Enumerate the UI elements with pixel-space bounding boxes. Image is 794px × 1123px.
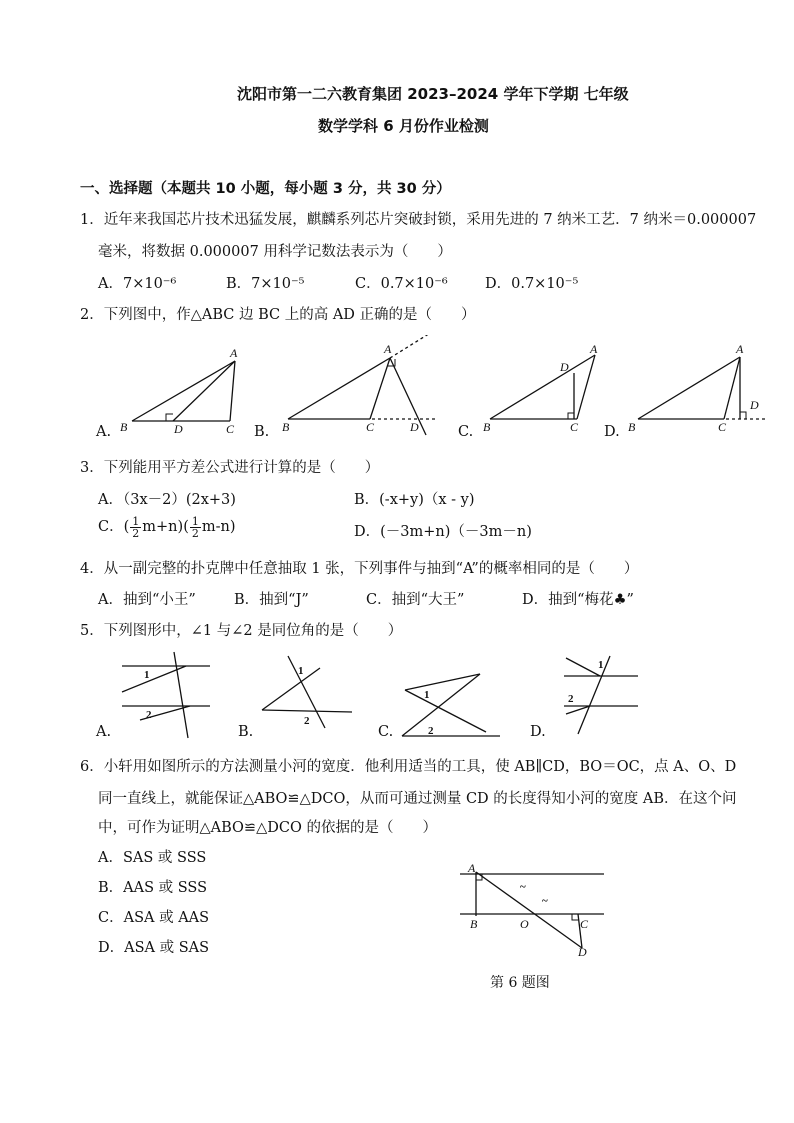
q6-wave-2: ~ [542,895,548,907]
q5a-angle-1: 1 [144,669,150,681]
exam-title-line2: 数学学科 6 月份作业检测 [318,117,489,135]
q6-text-line2: 同一直线上，就能保证△ABO≌△DCO，从而可通过测量 CD 的长度得知小河的宽度 AB．在这个问 [98,791,737,807]
q2c-label-a: A [590,342,598,356]
q2d-label-c: C [718,420,727,434]
q4-text: 4．从一副完整的扑克牌中任意抽取 1 张，下列事件与抽到“A”的概率相同的是（ ） [80,561,639,577]
q5c-angle-2: 2 [428,725,434,737]
q3c-frac-1: $\frac{1}{2}$ [132,514,140,540]
q5d-angle-2: 2 [568,693,574,705]
q5-option-c[interactable]: C. [378,724,394,740]
q4-option-a[interactable]: A．抽到“小王” [98,592,196,608]
q5b-angle-2: 2 [304,715,310,727]
q2b-label-d: D [410,420,419,434]
q3-option-a[interactable]: A．（3x－2）(2x+3) [98,492,236,508]
q2-figure-b [282,335,435,435]
q5d-angle-1: 1 [598,659,604,671]
q2d-label-a: A [736,342,744,356]
q3c-prefix: C． [98,519,124,535]
q2-figure-c [483,342,598,434]
q6-option-d[interactable]: D．ASA 或 SAS [98,940,210,956]
q1-option-d[interactable]: D．0.7×10⁻⁵ [485,276,579,292]
q5-figures [90,648,750,744]
q5a-angle-2: 2 [146,709,152,721]
q1-text-line2: 毫米，将数据 0.000007 用科学记数法表示为（ ） [98,244,452,260]
q2-figures [90,335,770,445]
q2-option-a[interactable]: A. [96,424,112,440]
q6-figure-caption: 第 6 题图 [490,975,550,991]
q3c-frac-2: $\frac{1}{2}$ [191,514,199,540]
q2a-label-c: C [226,422,235,436]
q6-label-b: B [470,917,478,931]
section-heading: 一、选择题（本题共 10 小题，每小题 3 分，共 30 分） [80,181,451,197]
q6-option-a[interactable]: A．SAS 或 SSS [98,850,207,866]
q2c-label-b: B [483,420,491,434]
q2b-label-a: A [384,342,392,356]
q2-option-c[interactable]: C. [458,424,474,440]
q2d-label-b: B [628,420,636,434]
q5-figure-b [262,656,352,728]
q3-option-b[interactable]: B．(-x+y)（x - y) [354,492,475,508]
q6-label-d: D [578,945,587,958]
q5-figure-a [122,652,210,738]
q5b-angle-1: 1 [298,665,304,677]
q6-text-line1: 6．小轩用如图所示的方法测量小河的宽度．他利用适当的工具，使 AB∥CD，BO＝OC，点 A、O、D [80,759,737,775]
q1-text-line1: 1．近年来我国芯片技术迅猛发展，麒麟系列芯片突破封锁，采用先进的 7 纳米工艺．7 纳米＝0.000007 [80,212,757,228]
q5-text: 5．下列图形中，∠1 与∠2 是同位角的是（ ） [80,623,403,639]
q1-option-a[interactable]: A．7×10⁻⁶ [98,276,177,292]
q2a-label-d: D [174,422,183,436]
q2-figure-d [628,342,766,434]
q6-wave-1: ~ [520,881,526,893]
q5-figure-c [402,674,500,737]
q5c-angle-1: 1 [424,689,430,701]
q2c-label-d: D [560,360,569,374]
q6-text-line3: 中，可作为证明△ABO≌△DCO 的依据的是（ ） [98,820,437,836]
q2-figure-a [120,346,238,436]
q1-option-b[interactable]: B．7×10⁻⁵ [226,276,305,292]
q3-option-c[interactable]: C．( $\frac{1}{2}$ m+n)( $\frac{1}{2}$ m-n) [98,514,236,540]
q2a-label-a: A [230,346,238,360]
q4-option-d[interactable]: D．抽到“梅花♣” [522,592,634,608]
q2d-label-d: D [750,398,759,412]
q5-option-d[interactable]: D. [530,724,546,740]
q2b-label-b: B [282,420,290,434]
q6-option-b[interactable]: B．AAS 或 SSS [98,880,208,896]
q2b-label-c: C [366,420,375,434]
q3c-part1: m+n [142,519,178,535]
q5-figure-d [564,656,638,734]
q4-option-c[interactable]: C．抽到“大王” [366,592,465,608]
q5-option-b[interactable]: B. [238,724,254,740]
q2-text: 2．下列图中，作△ABC 边 BC 上的高 AD 正确的是（ ） [80,307,476,323]
q2-option-b[interactable]: B. [254,424,270,440]
q3-option-d[interactable]: D．(－3m+n)（－3m－n) [354,524,532,540]
q6-label-o: O [520,917,529,931]
q2-option-d[interactable]: D. [604,424,620,440]
q5-option-a[interactable]: A. [96,724,112,740]
q4-option-b[interactable]: B．抽到“J” [234,592,309,608]
q6-label-c: C [580,917,589,931]
exam-title-line1: 沈阳市第一二六教育集团 2023–2024 学年下学期 七年级 [237,85,629,103]
q2a-label-b: B [120,420,128,434]
q1-option-c[interactable]: C．0.7×10⁻⁶ [355,276,448,292]
q2c-label-c: C [570,420,579,434]
q6-figure [460,858,610,958]
q3-text: 3．下列能用平方差公式进行计算的是（ ） [80,460,380,476]
q6-option-c[interactable]: C．ASA 或 AAS [98,910,210,926]
q6-label-a: A [468,861,476,875]
q3c-part2: m-n [201,519,230,535]
